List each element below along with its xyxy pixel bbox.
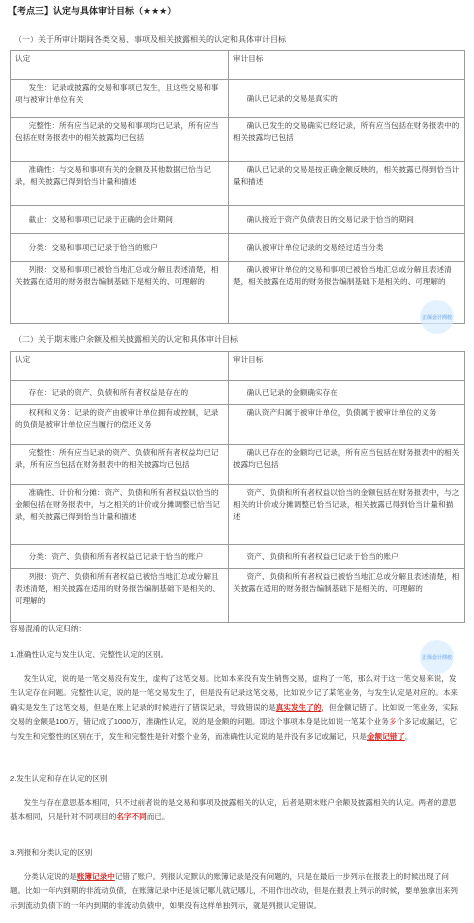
assertion-cell: 截止：交易和事项已记录于正确的会计期间 (11, 206, 229, 234)
table-row (11, 485, 465, 545)
table-row (11, 445, 465, 485)
section2-table (10, 351, 465, 623)
table-row (11, 569, 465, 623)
header-assertion: 认定 (11, 51, 229, 80)
summary-s1-body: 发生认定，说的是一笔交易没有发生，虚构了这笔交易。比如本来没有发生销售交易，虚构了一笔，那么对于这一笔交易来说，发生认定存在问题。完整性认定，说的是一笔交易发生了，但是没有记录这笔交易，比如说少记了某笔业务，与发生认定是对应的。本来确实是发生了这笔交易，但是在账上记录的时候进行了错误记录，导致错误的是真实发生了的，但金额记错了。比如说一笔业务，实际交易的金额是100万，错记成了1000万，准确性认定，说的是金额的问题。即这个事项本身是比如说一笔某个业务多个多记或漏记，它与发生和完整性的区别在于，发生和完整性是针对整个业务，而准确性认定说的是并没有多记或漏记，只是金额记错了。 (10, 674, 459, 741)
objective-cell: 确认已存在的金额均已记录，所有应当包括在财务报表中的相关披露均已包括 (229, 445, 465, 485)
highlight-real: 真实发生了的 (275, 702, 322, 712)
assertion-cell: 分类：资产、负债和所有者权益已记录于恰当的账户 (11, 545, 229, 569)
objective-cell: 确认已记录的交易是真实的 (229, 80, 465, 118)
table-row (11, 80, 465, 118)
highlight-ledger: 账簿记录中 (76, 872, 115, 881)
header-assertion: 认定 (11, 352, 229, 381)
watermark-logo: 正保会计网校 (420, 300, 454, 334)
objective-cell: 确认已记录的金额确实存在 (229, 381, 465, 405)
header-objective: 审计目标 (229, 51, 465, 80)
objective-cell: 确认接近于资产负债表日的交易记录于恰当的期间 (229, 206, 465, 234)
highlight-more: 多 (388, 717, 397, 727)
assertion-cell: 列报：交易和事项已被恰当地汇总或分解且表述清楚，相关披露在适用的财务报告编制基础下是相关的、可理解的 (11, 262, 229, 324)
page-title: 【考点三】认定与具体审计目标（★★★） (8, 6, 177, 16)
assertion-cell: 分类：交易和事项已记录于恰当的账户 (11, 234, 229, 262)
table-row (11, 545, 465, 569)
section1-heading: （一）关于所审计期间各类交易、事项及相关披露相关的认定和具体审计目标 (14, 35, 286, 44)
table-row (11, 381, 465, 405)
summary-s2-title: 2.发生认定和存在认定的区别 (10, 774, 108, 783)
highlight-amount-wrong: 金额记错了 (366, 731, 405, 741)
objective-cell: 资产、负债和所有者权益已被恰当地汇总或分解且表述清楚，相关披露在适用的财务报告编制基础下是相关的、可理解的 (229, 569, 465, 623)
summary-intro: 容易混淆的认定归纳： (10, 624, 86, 633)
objective-cell: 资产、负债和所有者权益以恰当的金额包括在财务报表中，与之相关的计价或分摊调整已恰当记录，相关披露已得到恰当计量和描述 (229, 485, 465, 545)
assertion-cell: 列报：资产、负债和所有者权益已被恰当地汇总或分解且表述清楚，相关披露在适用的财务报告编制基础下是相关的、可理解的 (11, 569, 229, 623)
table-row (11, 405, 465, 445)
assertion-cell: 存在：记录的资产、负债和所有者权益是存在的 (11, 381, 229, 405)
assertion-cell: 完整性：所有应当记录的交易和事项均已记录，所有应当包括在财务报表中的相关披露均已包括 (11, 118, 229, 162)
assertion-cell: 完整性：所有应当记录的资产、负债和所有者权益均已记录，所有应当包括在财务报表中的相关披露均已包括 (11, 445, 229, 485)
summary-s3-title: 3.列报和分类认定的区别 (10, 848, 93, 857)
table-row (11, 118, 465, 162)
highlight-name-diff: 名字不同 (116, 812, 147, 822)
section1-table (10, 50, 465, 324)
objective-cell: 确认资产归属于被审计单位，负债属于被审计单位的义务 (229, 405, 465, 445)
summary-s1-title: 1.准确性认定与发生认定、完整性认定的区别。 (10, 650, 169, 659)
table-header-row (11, 51, 465, 80)
table-row (11, 162, 465, 206)
summary-s3-body: 分类认定说的是账簿记录中记错了账户。列报认定默认的账簿记录是没有问题的，只是在最后一步列示在报表上的时候出现了问题。比如一年内到期的非流动负债，在账簿记录中还是该记哪儿就记哪儿，不用作出改动，但是在报表上列示的时候，要单独拿出来列示到流动负债下的一年内到期的非流动负债中，如果没有这样单独列示，就是列报认定错误。 (10, 872, 459, 910)
watermark-logo: 正保会计网校 (420, 640, 454, 674)
table-row (11, 262, 465, 324)
assertion-cell: 准确性、计价和分摊：资产、负债和所有者权益以恰当的金额包括在财务报表中，与之相关的计价或分摊调整已恰当记录，相关披露已得到恰当计量和描述 (11, 485, 229, 545)
summary-s2-body: 发生与存在意思基本相同，只不过前者说的是交易和事项及披露相关的认定，后者是期末账户余额及披露相关的认定。两者的意思基本相同，只是针对不同项目的名字不同而已。 (10, 798, 457, 822)
assertion-cell: 准确性：与交易和事项有关的金额及其他数据已恰当记录，相关披露已得到恰当计量和描述 (11, 162, 229, 206)
objective-cell: 确认已记录的交易是按正确金额反映的，相关披露已得到恰当计量和描述 (229, 162, 465, 206)
assertion-cell: 权利和义务：记录的资产由被审计单位拥有或控制，记录的负债是被审计单位应当履行的偿还义务 (11, 405, 229, 445)
objective-cell: 确认被审计单位的交易和事项已被恰当地汇总或分解且表述清楚，相关披露在适用的财务报告编制基础下是相关的、可理解的 (229, 262, 465, 324)
header-objective: 审计目标 (229, 352, 465, 381)
table-row (11, 206, 465, 234)
assertion-cell: 发生：记录或披露的交易和事项已发生，且这些交易和事项与被审计单位有关 (11, 80, 229, 118)
objective-cell: 资产、负债和所有者权益已记录于恰当的账户 (229, 545, 465, 569)
section2-heading: （二）关于期末账户余额及相关披露相关的认定和具体审计目标 (14, 335, 238, 344)
table-row (11, 234, 465, 262)
objective-cell: 确认被审计单位记录的交易经过适当分类 (229, 234, 465, 262)
table-header-row (11, 352, 465, 381)
objective-cell: 确认已发生的交易确实已经记录，所有应当包括在财务报表中的相关披露均已包括 (229, 118, 465, 162)
